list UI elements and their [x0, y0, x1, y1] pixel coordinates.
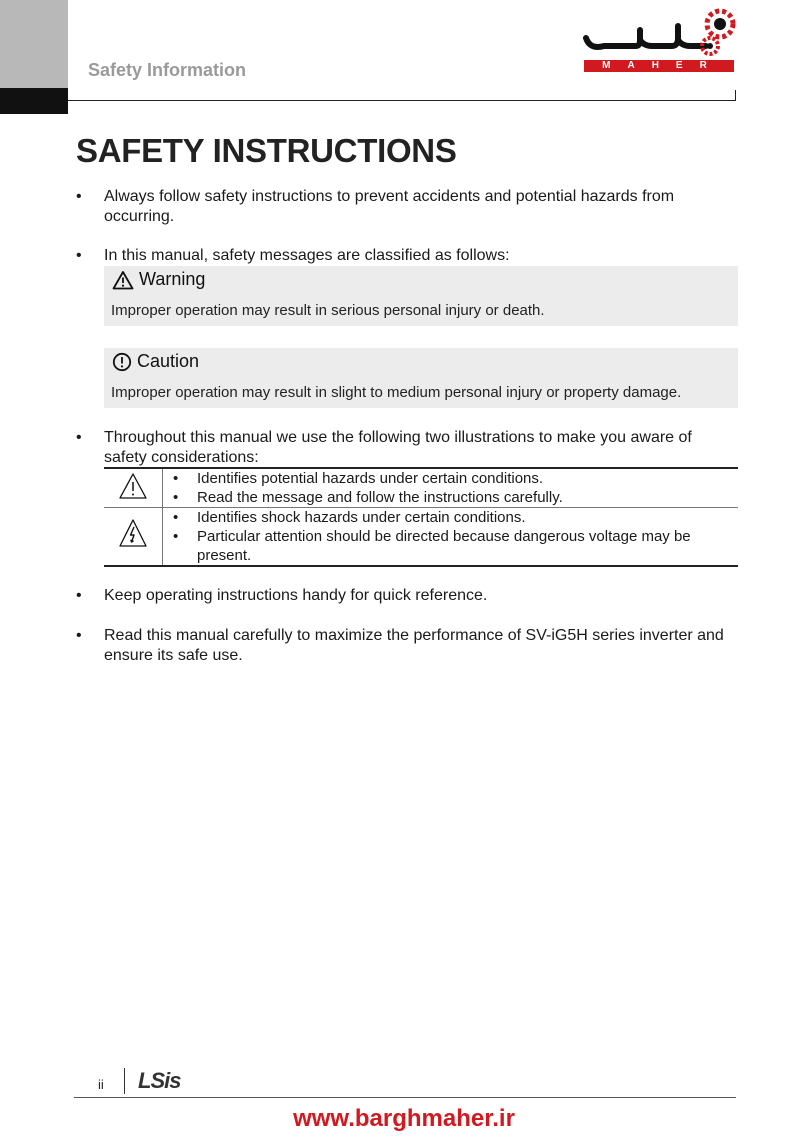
list-item: • Identifies potential hazards under certain conditions. [163, 469, 738, 488]
list-item: • Read the message and follow the instructions carefully. [163, 488, 738, 507]
header-gray-tab [0, 0, 68, 88]
bullet-text: Keep operating instructions handy for quick reference. [104, 587, 488, 604]
bullet-dot: • [76, 429, 82, 446]
list-item [76, 586, 736, 606]
header-black-tab [0, 88, 68, 114]
warning-triangle-icon [112, 270, 134, 290]
bullet-text: Throughout this manual we use the following two illustrations to make you aware of safety considerations: [104, 429, 692, 466]
warning-header [112, 269, 205, 290]
caution-title: Caution [137, 351, 200, 371]
bullet-dot: • [76, 587, 82, 604]
caution-header [112, 351, 199, 372]
illustration-icon-cell [104, 508, 163, 567]
table-row [104, 508, 738, 567]
header-divider [68, 100, 736, 101]
illustration-icon-cell [104, 468, 163, 508]
caution-box [104, 348, 738, 408]
website-link[interactable]: www.barghmaher.ir [293, 1105, 515, 1132]
illustration-text-cell [163, 468, 739, 508]
footer-separator [124, 1068, 125, 1094]
bullet-text: Always follow safety instructions to prevent accidents and potential hazards from occurring. [104, 188, 675, 225]
bullet-dot: • [76, 247, 82, 264]
list-item [76, 428, 736, 468]
warning-text: Improper operation may result in serious personal injury or death. [111, 302, 545, 319]
bullet-dot: • [76, 627, 82, 644]
bullet-dot: • [76, 188, 82, 205]
ls-brand-logo: LSis [138, 1068, 181, 1093]
bullet-text: In this manual, safety messages are classified as follows: [104, 247, 510, 264]
list-item [76, 626, 736, 666]
illustration-table [104, 467, 738, 567]
maher-gear-logo-icon [576, 0, 736, 62]
header-divider-tick [735, 90, 736, 101]
illustration-text-cell [163, 508, 739, 567]
table-row [104, 468, 738, 508]
list-item [76, 246, 736, 266]
page-number: ii [98, 1077, 104, 1092]
list-item: • Particular attention should be directed because dangerous voltage may be present. [163, 527, 738, 565]
list-item: • Identifies shock hazards under certain conditions. [163, 508, 738, 527]
bullet-text: Read this manual carefully to maximize the performance of SV-iG5H series inverter and ensure its safe use. [104, 627, 724, 664]
footer-divider [74, 1097, 736, 1098]
shock-hazard-icon [118, 514, 148, 554]
section-title: Safety Information [88, 60, 247, 80]
logo-wordmark: MAHER [584, 60, 734, 72]
hazard-triangle-icon [118, 472, 148, 500]
warning-title: Warning [139, 269, 206, 289]
list-item [76, 187, 736, 227]
caution-circle-icon [112, 352, 132, 372]
maher-logo [576, 0, 736, 75]
warning-box [104, 266, 738, 326]
page-title: SAFETY INSTRUCTIONS [76, 132, 457, 169]
caution-text: Improper operation may result in slight to medium personal injury or property damage. [111, 384, 682, 401]
